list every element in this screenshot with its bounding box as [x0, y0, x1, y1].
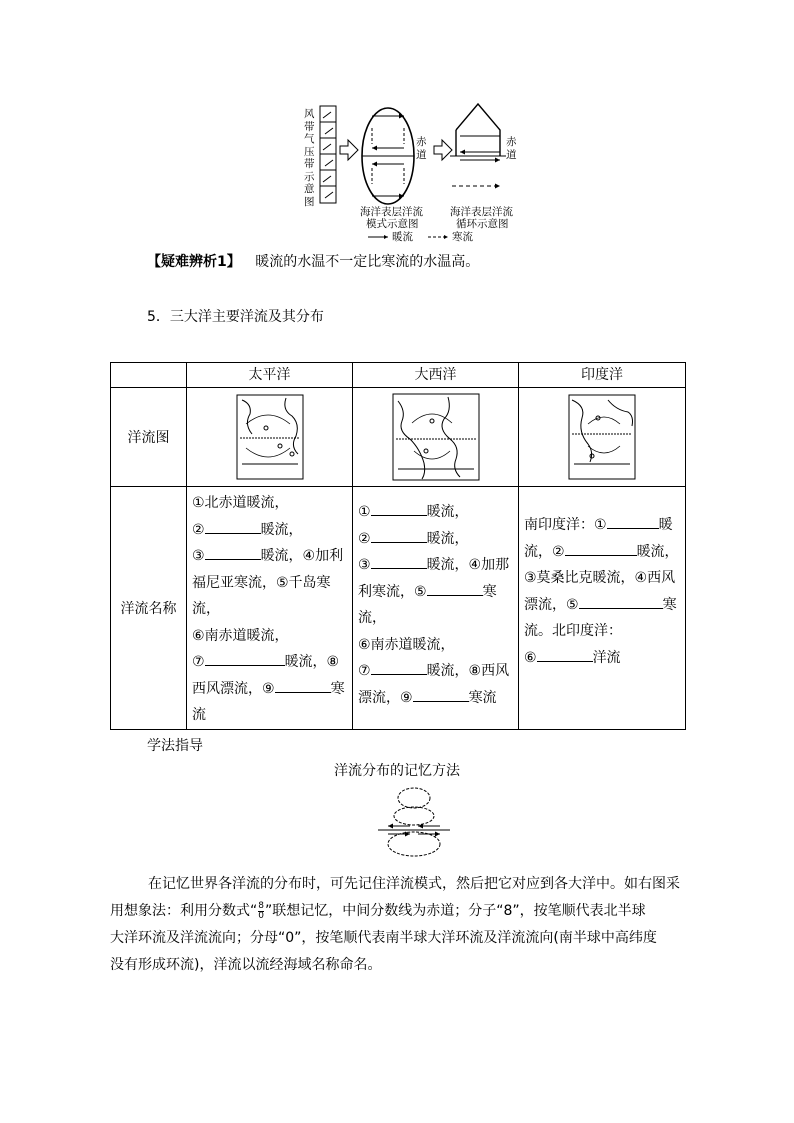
- fill-blank[interactable]: [205, 545, 261, 560]
- fill-blank[interactable]: [579, 594, 663, 609]
- note-tag: 【疑难辨析1】: [147, 254, 241, 270]
- study-guide-title: 学法指导: [147, 738, 203, 754]
- note-text: 暖流的水温不一定比寒流的水温高。: [255, 254, 480, 270]
- pacific-currents: ①北赤道暖流， ② 暖流， ③ 暖流，④加利 福尼亚寒流，⑤千岛寒流， ⑥南赤道暖流， ⑦ 暖流，⑧ 西风漂流，⑨ 寒 流: [187, 487, 353, 730]
- equator-label-1: 赤道: [416, 136, 427, 161]
- fill-blank[interactable]: [275, 678, 331, 693]
- fill-blank[interactable]: [371, 660, 427, 675]
- fill-blank[interactable]: [427, 581, 483, 596]
- memory-method-title: 洋流分布的记忆方法: [334, 763, 460, 779]
- wind-belt-label: 风带气压带示意图: [304, 108, 315, 208]
- ocean-currents-table: [110, 362, 686, 730]
- ocean-current-model-figure: [300, 96, 530, 246]
- fraction-8-over-0: $\frac{8}{0}$: [258, 900, 264, 921]
- indian-map-image: [568, 394, 636, 480]
- caption-cycle-line1: 海洋表层洋流: [450, 206, 513, 218]
- fill-blank[interactable]: [371, 501, 427, 516]
- caption-model-line2: 模式示意图: [366, 218, 419, 230]
- fill-blank[interactable]: [371, 528, 427, 543]
- fill-blank[interactable]: [205, 651, 285, 666]
- pacific-map-cell: [187, 388, 353, 487]
- caption-cycle-line2: 循环示意图: [456, 218, 509, 230]
- memory-diagram: [374, 786, 454, 862]
- atlantic-map-image: [392, 393, 480, 481]
- section-title: 5．三大洋主要洋流及其分布: [147, 309, 324, 325]
- atlantic-map-cell: [353, 388, 519, 487]
- legend-cold: 寒流: [452, 231, 473, 243]
- fill-blank[interactable]: [565, 541, 637, 556]
- header-pacific: 太平洋: [187, 363, 353, 388]
- indian-currents: 南印度洋：① 暖 流，② 暖流， ③莫桑比克暖流，④西风 漂流，⑤ 寒 流。北印度洋： ⑥ 洋流: [519, 487, 686, 730]
- caption-model-line1: 海洋表层洋流: [360, 206, 423, 218]
- fill-blank[interactable]: [537, 647, 593, 662]
- equator-label-2: 赤道: [506, 136, 517, 161]
- atlantic-currents: ① 暖流， ② 暖流， ③ 暖流，④加那 利寒流，⑤ 寒流， ⑥南赤道暖流， ⑦ 暖流，⑧西风 漂流，⑨ 寒流: [353, 487, 519, 730]
- fill-blank[interactable]: [205, 519, 261, 534]
- fill-blank[interactable]: [371, 554, 427, 569]
- difficulty-note: [147, 249, 479, 275]
- header-atlantic: 大西洋: [353, 363, 519, 388]
- method-paragraph: 在记忆世界各洋流的分布时，可先记住洋流模式，然后把它对应到各大洋中。如右图采 用想象法：利用分数式“ $\frac{8}{0}$ ”联想记忆，中间分数线为赤道；分子“8”，按笔顺代表北半球 大洋环流及洋流流向；分母“0”，按笔顺代表南半球大洋环流及洋流流向(南半球中高纬度 没有形成环流)，洋流以流经海域名称命名。: [110, 876, 680, 973]
- row-label-map: 洋流图: [111, 388, 187, 487]
- row-label-names: 洋流名称: [111, 487, 187, 730]
- legend-warm: 暖流: [392, 231, 413, 243]
- header-indian: 印度洋: [519, 363, 686, 388]
- fill-blank[interactable]: [413, 687, 469, 702]
- fill-blank[interactable]: [607, 514, 659, 529]
- indian-map-cell: [519, 388, 686, 487]
- pacific-map-image: [236, 394, 304, 480]
